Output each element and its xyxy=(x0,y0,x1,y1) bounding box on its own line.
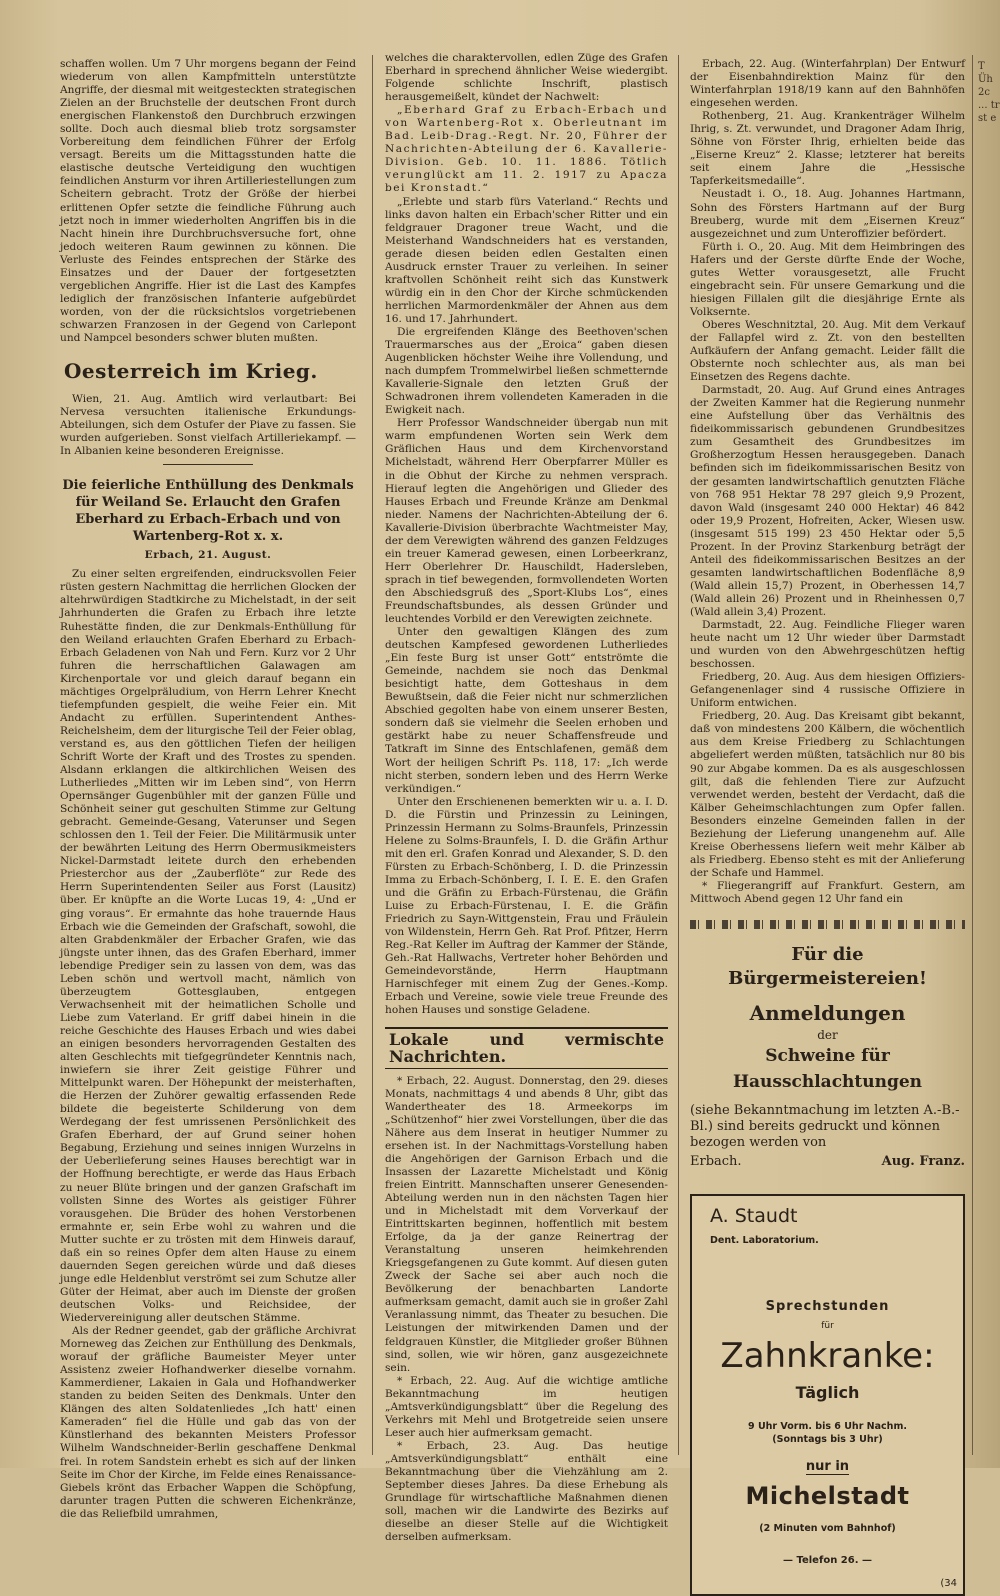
ad2-hours-2: (Sonntags bis 3 Uhr) xyxy=(772,1434,883,1446)
ad2-hours xyxy=(692,1420,963,1446)
attendees-text: Unter den Erschienenen bemerkten wir u. a. I. D. D. die Fürstin und Prinzessin zu Leiningen, Prinzessin Hermann zu Solms-Braunfels, Prinzessin Helene zu Solms-Braunfels, I. D. die Gräfin Arthur mit den erl. Grafen Konrad und Alexander, S. D. den Fürsten zu Erbach-Schönberg, I. D. die Prinzessin Imma zu Erbach-Schönberg, I. I. E. E. den Grafen und die Gräfin zu Erbach-Fürstenau, die Gräfin Luise zu Erbach-Fürstenau, I. E. die Gräfin Friedrich zu Sayn-Wittgenstein, Frau und Fräulein von Wildenstein, Herrn Geh. Rat Prof. Pfitzer, Herrn Reg.-Rat Keller im Auftrag der Kammer der Stände, Geh.-Rat Hallwachs, Vertreter hoher Behörden und Gemeindevorstände, Herrn Hauptmann Harnischfeger mit einem Zug der Genes.-Komp. Erbach und Vereine, sowie viele treue Freunde des hohen Hauses und sonstige Geladene. xyxy=(385,795,668,1017)
news-winterfahrplan: Erbach, 22. Aug. (Winterfahrplan) Der Entwurf der Eisenbahndirektion Mainz für den Winterfahrplan 1918/19 kann auf den Bahnhöfen eingesehen werden. xyxy=(690,58,965,110)
ad2-code: (34 xyxy=(940,1578,957,1590)
ad2-fuer: für xyxy=(821,1321,834,1332)
heading-monument-unveiling: Die feierliche Enthüllung des Denkmals für Weiland Se. Erlaucht den Grafen Eberhard zu Erbach-Erbach und von Wartenberg-Rot x. x. xyxy=(62,478,354,545)
ornament-border xyxy=(690,920,965,929)
ad2-taeglich: Täglich xyxy=(795,1383,860,1403)
news-fuerth: Fürth i. O., 20. Aug. Mit dem Heimbringen des Hafers und der Gerste dürfte Ende der Woche, gutes Wetter vorausgesetzt, alle Frucht eingebracht sein. Für unsere Gemarkung und die hiesigen Fillalen gilt die diesjährige Ernte als Volksernte. xyxy=(690,240,965,318)
heading-local-news xyxy=(385,1027,668,1068)
column-rule xyxy=(372,55,373,1455)
dateline xyxy=(60,549,356,562)
advertisement-buergermeistereien xyxy=(690,943,965,1168)
ad2-michelstadt: Michelstadt xyxy=(745,1482,910,1511)
column-1 xyxy=(60,58,356,1520)
ad-sig-place: Erbach. xyxy=(690,1154,742,1170)
ad2-hours-1: 9 Uhr Vorm. bis 6 Uhr Nachm. xyxy=(748,1421,907,1433)
ad2-telefon: — Telefon 26. — xyxy=(783,1555,872,1567)
news-friedberg-1: Friedberg, 20. Aug. Aus dem hiesigen Offiziers-Gefangenenlager sind 4 russische Offiziere in Uniform entwichen. xyxy=(690,671,965,710)
news-frankfurt: * Fliegerangriff auf Frankfurt. Gestern, am Mittwoch Abend gegen 12 Uhr fand ein xyxy=(690,879,965,905)
ad2-lab: Dent. Laboratorium. xyxy=(710,1235,819,1247)
ad-title: Für die Bürgermeistereien! xyxy=(728,944,927,990)
inscription: „Eberhard Graf zu Erbach-Erbach und von Wartenberg-Rot x. Oberleutnant im Bad. Leib-Drag.-Regt. Nr. 20, Führer der Nachrichten-Abteilung der 6. Kavallerie-Division. Geb. 10. 11. 1886. Tötlich verunglückt am 11. 2. 1917 zu Apacza bei Kronstadt.“ xyxy=(385,104,668,195)
ad2-zahnkranke: Zahnkranke: xyxy=(720,1336,935,1377)
news-darmstadt-2: Darmstadt, 22. Aug. Feindliche Flieger waren heute nacht um 12 Uhr wieder über Darmstadt und wurden von den Abwehrgeschützen heftig beschossen. xyxy=(690,619,965,671)
dateline-text: Erbach, 21. August. xyxy=(144,549,272,562)
unveiling-text-4: „Erlebte und starb fürs Vaterland.“ Rechts und links davon halten ein Erbach'scher Ritter und ein feldgrauer Dragoner treue Wacht, und die Meisterhand Wandschneiders hat es verstanden, gerade diesen beiden edlen Gestalten einen Ausdruck ernster Trauer zu verleihen. In seiner kraftvollen Schönheit reiht sich das Kunstwerk würdig ein in den Chor der Kirche schmückenden herrlichen Marmordenkmäler der Ahnen aus dem 16. und 17. Jahrhundert. xyxy=(385,195,668,325)
news-darmstadt-1: Darmstadt, 20. Aug. Auf Grund eines Antrages der Zweiten Kammer hat die Regierung nunmehr eine Aufstellung über das Verhältnis des fideikommissarisch gebundenen Grundbesitzes zum Gesamtheit des Grundbesitzes im Großherzogtum Hessen herausgegeben. Danach befinden sich im fideikommissarischen Besitz von der gesamten landwirtschaftlich genutzten Fläche von 768 951 Hektar 78 297 gleich 9,9 Prozent, davon Wald (insgesamt 240 000 Hektar) 46 842 oder 19,9 Prozent, Hofreiten, Acker, Wiesen usw. (insgesamt 515 199) 23 450 Hektar oder 5,5 Prozent. In der Provinz Starkenburg beträgt der Anteil des fideikommissarischen Besitzes an der gesamten landwirtschaftlichen Bodenfläche 8,9 (Wald allein 15,7) Prozent, in Oberhessen 14,7 (Wald allein 26) Prozent und in Rheinhessen 0,7 (Wald allein 3,4) Prozent. xyxy=(690,384,965,618)
local-news-2: * Erbach, 22. Aug. Auf die wichtige amtliche Bekanntmachung im heutigen „Amtsverkündigungsblatt“ über die Regelung des Verkehrs mit Mehl und Brotgetreide seien unsere Leser auch hier aufmerksam gemacht. xyxy=(385,1374,668,1439)
ad-note: (siehe Bekanntmachung im letzten A.-B.-Bl.) sind bereits gedruckt und können bezogen werden von xyxy=(690,1103,960,1151)
ad2-nur-in xyxy=(692,1460,963,1473)
austria-report: Wien, 21. Aug. Amtlich wird verlautbart: Bei Nervesa versuchten italienische Erkundungs-Abteilungen, sich dem Ostufer der Piave zu fassen. Sie wurden aufgerieben. Sonst vielfach Artilleriekampf. — In Albanien keine besonderen Ereignisse. xyxy=(60,393,356,458)
unveiling-text-1: Zu einer selten ergreifenden, eindrucksvollen Feier rüsten gestern Nachmittag die herrlichen Glocken der altehrwürdigen Stadtkirche zu Michelstadt, in der seit Jahrhunderten die Grafen zu Erbach ihre letzte Ruhestätte finden, die zur Denkmals-Enthüllung für den Weiland erlauchten Grafen Eberhard zu Erbach-Erbach Geladenen von Nah und Fern. Kurz vor 2 Uhr fuhren die herrschaftlichen Galawagen am Kirchenportale vor und gleich darauf begann ein mächtiges Orgelpräludium, von Herrn Lehrer Knecht tiefempfunden gespielt, die weihe Feier ein. Mit Andacht zu erfüllen. Superintendent Anthes-Reichelsheim, dem der liturgische Teil der Feier oblag, verstand es, aus den göttlichen Tiefen der heiligen Schrift Worte der Kraft und des Trostes zu spenden. Alsdann erklangen die altkirchlichen Weisen des Lutherliedes „Mitten wir im Leben sind“, von Herrn Opernsänger Gugenbühler mit der ganzen Fülle und Schönheit seiner gut geschulten Stimme zur Geltung gebracht. Gemeinde-Gesang, Vaterunser und Segen schlossen den 1. Teil der Feier. Die Militärmusik unter der bewährten Leitung des Herrn Obermusikmeisters Nickel-Darmstadt leitete durch den erhebenden Priesterchor aus der „Zauberflöte“ zur Rede des Herrn Superintendenten Seiler aus Forst (Lausitz) über. Er knüpfte an die Worte Lucas 19, 4: „Und er ging voraus“. Er ermahnte das hohe trauernde Haus Erbach wie die Gemeinden der Grafschaft, sowohl, die alten Grabdenkmäler der Erbacher Grafen, wie das jüngste unter ihnen, das des Grafen Eberhard, immer lebendige Prediger sein zu lassen von dem, was das Leben schön und wertvoll macht, nämlich von überzeugtem Gottesglauben, entgegen Verwachsenheit mit der heimatlichen Scholle und Liebe zum Vaterland. Er griff dabei hinein in die reiche Geschichte des Hauses Erbach und wies dabei an einigen besonders hervorragenden Gestalten des alten Geschlechts mit tiefgegründeter Kenntnis nach, inwiefern sie ihrer Zeit geistige Führer und Mittelpunkt waren. Der Höhepunkt der meisterhaften, die Herzen der Zuhörer gewaltig erfassenden Rede bildete die begeisterte Schilderung von dem Werdegang der fest umrissenen Persönlichkeit des Grafen Eberhard, der auf Grund seiner hohen Begabung, Erziehung und seines innigen Wurzelns in der Ueberlieferung seines Hauses berechtigt war in der Hoffnung berechtigte, er werde das Haus Erbach zu neuer Blüte bringen und der ganzen Grafschaft im vollsten Sinne des Wortes als geistiger Führer vorausgehen. Die Brüder des hohen Verstorbenen ermahnte er, sein Erbe wohl zu wahren und die Mutter suchte er zu trösten mit dem Hinweis darauf, daß ein so reines Opfer dem alten Hause zu einem dauernden Segen gereichen würde und daß dieses junge edle Heldenblut verströmt sei zum Schutze aller Güter der Heimat, aber auch im Dienste der großen deutschen Volks- und Reichsidee, der Wiedervereinigung aller deutschen Stämme. xyxy=(60,568,356,1324)
local-news-3: * Erbach, 23. Aug. Das heutige „Amtsverkündigungsblatt“ enthält eine Bekanntmachung über die Viehzählung am 2. September dieses Jahres. Da diese Erhebung als Grundlage für wirtschaftliche Maßnahmen dienen soll, machen wir die Landwirte des Bezirks auf dieselbe an dieser Stelle auf die Wichtigkeit derselben aufmerksam. xyxy=(385,1439,668,1544)
column-2 xyxy=(385,52,668,1544)
ad2-sprechstunden: Sprechstunden xyxy=(765,1299,890,1315)
cutoff-column-fragment: T Üh 2c ... tr st e xyxy=(978,61,1000,124)
unveiling-text-6: Herr Professor Wandschneider übergab nun mit warm empfundenen Worten sein Werk dem Gräflichen Haus und dem Kirchenvorstand Michelstadt, während Herr Oberpfarrer Müller es in die Obhut der Kirche zu nehmen versprach. Hierauf legten die Angehörigen und Glieder des Hauses Erbach und Freunde Kränze am Denkmal nieder. Namens der Nachrichten-Abteilung der 6. Kavallerie-Division überbrachte Wachtmeister May, der dem Verewigten während des ganzen Feldzuges ein treuer Kamerad gewesen, einen Lorbeerkranz, Herr Oberlehrer Dr. Hauschildt, Hadersleben, sprach in tief bewegenden, formvollendeten Worten den Abschiedsgruß des „Sport-Klubs Los“, eines Freundschaftsbundes, als dessen Gründer und leuchtendes Vorbild er den Verewigten zeichnete. xyxy=(385,417,668,626)
column-rule xyxy=(972,55,973,1455)
column-rule xyxy=(678,55,679,1455)
ad2-name: A. Staudt xyxy=(710,1205,798,1228)
ad-item: Schweine für Hausschlachtungen xyxy=(732,1046,923,1093)
ad-sig-name: Aug. Franz. xyxy=(881,1154,965,1170)
advertisement-staudt xyxy=(690,1194,965,1596)
unveiling-text-3: welches die charaktervollen, edlen Züge des Grafen Eberhard in sprechend ähnlicher Weise wiedergibt. Folgende schlichte Inschrift, plastisch herausgemeißelt, kündet der Nachwelt: xyxy=(385,52,668,104)
ad-subtitle: Anmeldungen xyxy=(749,1001,906,1026)
column-3 xyxy=(690,58,965,1590)
heading-austria: Oesterreich im Krieg. xyxy=(64,359,318,384)
news-rothenberg: Rothenberg, 21. Aug. Krankenträger Wilhelm Ihrig, s. Zt. verwundet, und Dragoner Adam Ihrig, Söhne von Förster Ihrig, erhielten beide das „Eiserne Kreuz“ 2. Klasse; letzterer hat bereits seit einem Jahre die „Hessische Tapferkeitsmedaille“. xyxy=(690,110,965,188)
ad2-nur-in-text: nur in xyxy=(805,1459,850,1475)
divider xyxy=(163,464,253,465)
ad2-minutes: (2 Minuten vom Bahnhof) xyxy=(759,1523,896,1535)
unveiling-text-7: Unter den gewaltigen Klängen des zum deutschen Kampfesed gewordenen Lutherliedes „Ein feste Burg ist unser Gott“ entströmte die Gemeinde, nachdem sie noch das Denkmal besichtigt hatte, dem Gotteshaus in dem Bewußtsein, daß die Feier nicht nur schmerzlichen Abschied gegolten habe von einem unserer Besten, sondern daß sie vielmehr die Seelen erhoben und gestärkt habe zu neuer Schaffensfreude und Tatkraft im Sinne des Entschlafenen, gemäß dem Wort der heiligen Schrift Ps. 118, 17: „Ich werde nicht sterben, sondern leben und des Herrn Werke verkündigen.“ xyxy=(385,626,668,795)
ad-signature xyxy=(690,1155,965,1168)
news-friedberg-2: Friedberg, 20. Aug. Das Kreisamt gibt bekannt, daß von mindestens 200 Kälbern, die wöchentlich aus dem Kreise Friedberg zu Schlachtungen abgeliefert werden müßten, tatsächlich nur 80 bis 90 zur Abgabe kommen. Da es als ausgeschlossen gilt, daß die fehlenden Tiere zur Aufzucht verwendet werden, besteht der Verdacht, daß die Kälber Geheimschlachtungen zum Opfer fallen. Besonders einzelne Gemeinden fallen in der Beziehung der Lieferung unangenehm auf. Alle Kreise Oberhessens liefern weit mehr Kälber ab als Friedberg. Ebenso steht es mit der Anlieferung der Schafe und Hammel. xyxy=(690,710,965,879)
war-report-continuation: schaffen wollen. Um 7 Uhr morgens begann der Feind wiederum von allen Kampfmitteln unterstützte Angriffe, der diesmal mit weitgesteckten strategischen Zielen an der Bruchstelle der deutschen Front durch energischen Flankenstoß den Durchbruch erzwingen sollte. Doch auch diesmal blieb trotz sorgsamster Vorbereitung dem feindlichen Führer der Erfolg versagt. Bereits um die Mittagsstunden hatte die elastische deutsche Verteidigung den wuchtigen feindlichen Ansturm vor ihren Artilleriestellungen zum Scheitern gebracht. Trotz der Größe der hierbei erlittenen Opfer setzte die feindliche Führung auch jetzt noch in immer wiederholten Angriffen bis in die Nacht hinein ihre Durchbruchsversuche fort, ohne jedoch weiteren Raum gewinnen zu können. Die Verluste des Feindes entsprechen der Stärke des Einsatzes und der Dauer der fortgesetzten vergeblichen Angriffe. Hier ist die Last des Kampfes lediglich der französischen Infanterie aufgebürdet worden, von der die rücksichtslos vorgetriebenen schwarzen Franzosen in der Gegend von Carlepont und Nampcel besonders schwer bluten mußten. xyxy=(60,58,356,344)
news-weschnitztal: Oberes Weschnitztal, 20. Aug. Mit dem Verkauf der Fallapfel wird z. Zt. von den bestellten Aufkäufern der Anfang gemacht. Leider fällt die Obsternte noch schlechter aus, als man bei Einsetzen des Regens dachte. xyxy=(690,318,965,384)
news-neustadt: Neustadt i. O., 18. Aug. Johannes Hartmann, Sohn des Försters Hartmann auf der Burg Breuberg, wurde mit dem „Eisernen Kreuz“ ausgezeichnet und zum Unteroffizier befördert. xyxy=(690,188,965,240)
ad-der: der xyxy=(817,1028,838,1043)
unveiling-text-2: Als der Redner geendet, gab der gräfliche Archivrat Morneweg das Zeichen zur Enthüllung des Denkmals, worauf der gräfliche Baumeister Meyer unter Assistenz zweier Hofhandwerker dieselbe vornahm. Kammerdiener, Lakaien in Gala und Hofhandwerker standen zu beiden Seiten des Denkmals. Unter den Klängen des alten Soldatenliedes „Ich hatt' einen Kameraden“ fiel die Hülle und gab das von der Künstlerhand des bekannten Meisters Professor Wilhelm Wandschneider-Berlin geschaffene Denkmal frei. In rotem Sandstein erhebt es sich auf der linken Seite im Chor der Kirche, im Felde eines Renaissance-Giebels krönt das Erbacher Wappen die Schöpfung, darunter tragen Putten die schweren Eichenkränze, die das Reliefbild umrahmen, xyxy=(60,1325,356,1520)
local-news-1: * Erbach, 22. August. Donnerstag, den 29. dieses Monats, nachmittags 4 und abends 8 Uhr, gibt das Wandertheater des 18. Armeekorps im „Schützenhof“ hier zwei Vorstellungen, über die das Nähere aus dem Inserat in heutiger Nummer zu ersehen ist. In der Nachmittags-Vorstellung haben die Angehörigen der Garnison Erbach und die Insassen der Lazarette Michelstadt und König freien Eintritt. Mannschaften unserer Genesenden-Abteilung werden nun in den nächsten Tagen hier und in Michelstadt mit dem Vorverkauf der Eintrittskarten beginnen, hoffentlich mit bestem Erfolge, da ja der ganze Reinertrag der Veranstaltung unseren heimkehrenden Kriegsgefangenen zu Gute kommt. Auf diesen guten Zweck der Sache sei aber auch noch die Bevölkerung der benachbarten Landorte aufmerksam gemacht, damit auch sie in großer Zahl Veranlassung nimmt, das Theater zu besuchen. Die Leistungen der mitwirkenden Damen und der feldgrauen Künstler, die Mitglieder großer Bühnen sind, sollen, wie wir hören, ganz ausgezeichnete sein. xyxy=(385,1074,668,1374)
heading-local-news-text: Lokale und vermischte Nachrichten. xyxy=(389,1030,664,1066)
unveiling-text-5: Die ergreifenden Klänge des Beethoven'schen Trauermarsches aus der „Eroica“ gaben diesen Augenblicken höchster Weihe ihre Vollendung, und nach dumpfem Trommelwirbel ließen schmetternde Kavallerie-Signale den letzten Gruß der Schwadronen ihrem vollendeten Kameraden in die Ewigkeit nach. xyxy=(385,325,668,417)
